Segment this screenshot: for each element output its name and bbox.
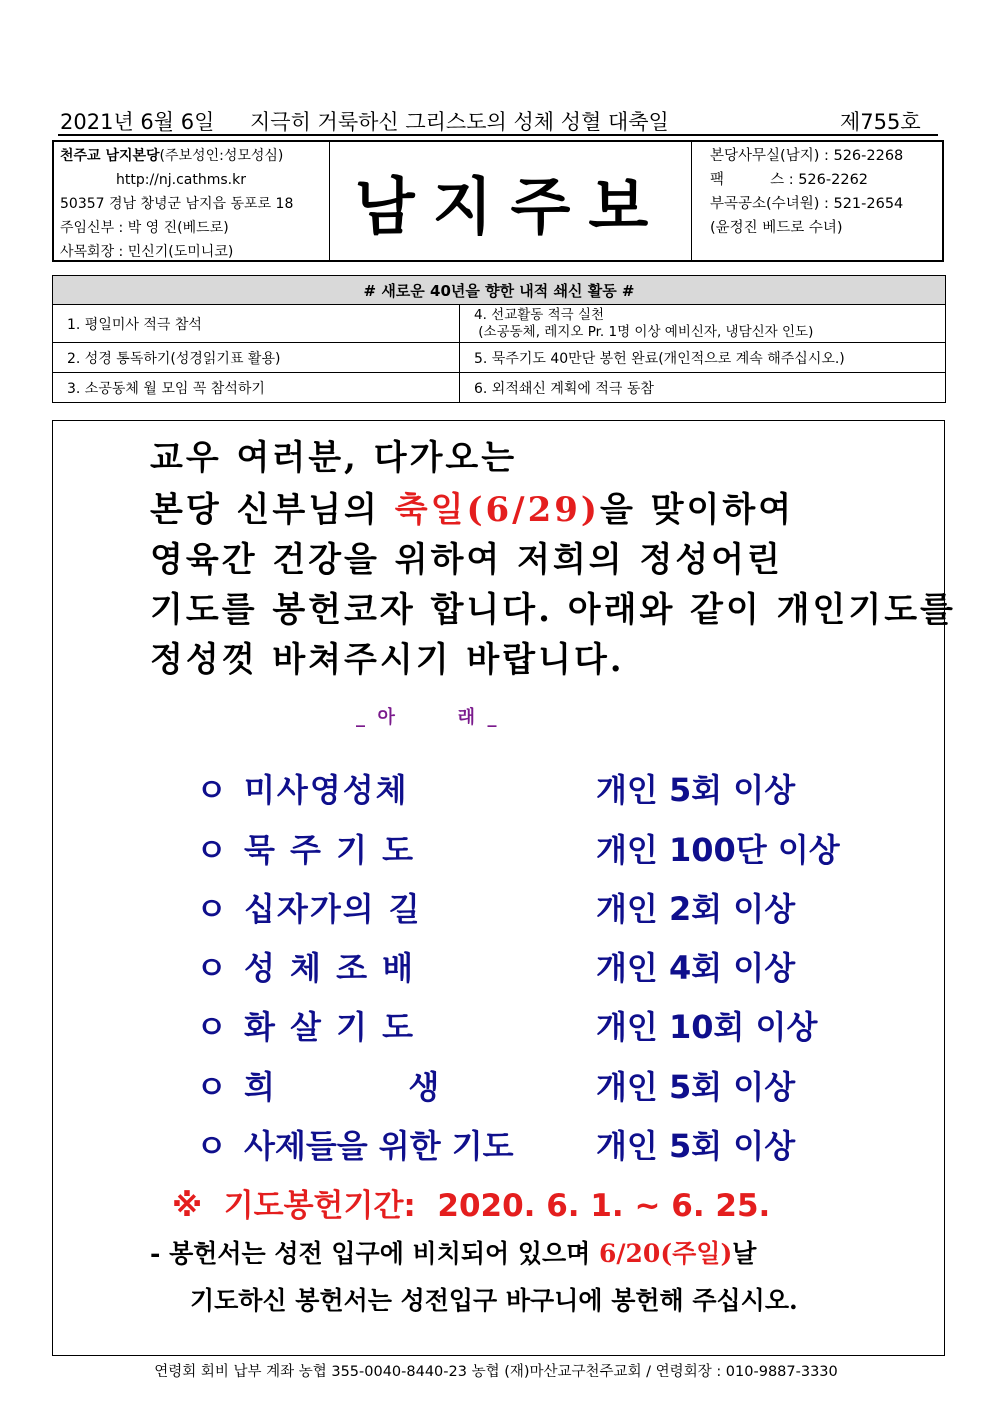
prayer-goal: 개인 5회 이상 <box>596 771 796 809</box>
convent-phone: 부곡공소(수녀원) : 521-2654 <box>710 196 904 212</box>
list-item <box>196 882 896 932</box>
below-label: _ 아 래 _ <box>356 707 497 728</box>
notice-line-3: 영육간 건강을 위하여 저희의 정성어린 <box>150 540 783 580</box>
prayer-period: ※ 기도봉헌기간: 2020. 6. 1. ~ 6. 25. <box>172 1188 771 1224</box>
note-line-2: 기도하신 봉헌서는 성전입구 바구니에 봉헌해 주십시오. <box>190 1286 798 1315</box>
note-line-1-b: 날 <box>732 1239 757 1268</box>
masthead <box>52 140 944 262</box>
deadline-highlight: 6/20(주일) <box>599 1239 733 1268</box>
activity-3: 3. 소공동체 월 모임 꼭 참석하기 <box>53 373 460 403</box>
council-chair: 사목회장 : 민신기(도미니코) <box>60 244 234 260</box>
feast-title: 지극히 거룩하신 그리스도의 성체 성혈 대축일 <box>250 110 669 134</box>
prayer-goal: 개인 100단 이상 <box>596 831 840 869</box>
list-item <box>196 823 896 873</box>
parish-info <box>54 142 330 260</box>
circle-bullet-icon: ㅇ <box>196 1068 227 1106</box>
parish-website[interactable]: http://nj.cathms.kr <box>116 172 246 188</box>
footer-account-info: 연령회 회비 납부 계좌 농협 355-0040-8440-23 농협 (재)마산교구천주교회 / 연령회장 : 010-9887-3330 <box>154 1364 838 1380</box>
notice-line-1: 교우 여러분, 다가오는 <box>150 438 518 478</box>
sister-name: (윤정진 베드로 수녀) <box>710 220 843 236</box>
prayer-name: 묵 주 기 도 <box>244 831 416 869</box>
contact-info <box>692 142 942 260</box>
fax-number: 팩 스 : 526-2262 <box>710 172 869 188</box>
circle-bullet-icon: ㅇ <box>196 771 227 809</box>
prayer-name: 화 살 기 도 <box>244 1008 416 1046</box>
notice-line-2-a: 본당 신부님의 <box>150 490 395 530</box>
table-row <box>53 373 946 403</box>
circle-bullet-icon: ㅇ <box>196 890 227 928</box>
activity-4 <box>460 305 946 343</box>
prayer-goal: 개인 5회 이상 <box>596 1127 796 1165</box>
notice-line-4: 기도를 봉헌코자 합니다. 아래와 같이 개인기도를 <box>150 590 956 630</box>
list-item <box>196 1119 896 1169</box>
activity-5: 5. 묵주기도 40만단 봉헌 완료(개인적으로 계속 해주십시오.) <box>460 343 946 373</box>
issue-number: 제755호 <box>840 110 921 134</box>
prayer-goal: 개인 4회 이상 <box>596 949 796 987</box>
prayer-name: 희 생 <box>244 1068 442 1106</box>
prayer-name: 성 체 조 배 <box>244 949 416 987</box>
renewal-activities-table <box>52 275 946 403</box>
pastor-name: 주임신부 : 박 영 진(베드로) <box>60 220 229 236</box>
activity-4-title: 4. 선교활동 적극 실천 <box>474 307 605 323</box>
list-item <box>196 941 896 991</box>
circle-bullet-icon: ㅇ <box>196 1127 227 1165</box>
list-item <box>196 1060 896 1110</box>
issue-date: 2021년 6월 6일 <box>60 110 215 134</box>
notice-line-2 <box>150 482 794 531</box>
note-line-1-a: - 봉헌서는 성전 입구에 비치되어 있으며 <box>150 1239 599 1268</box>
bulletin-title: 남지주보 <box>330 142 692 260</box>
note-line-1 <box>150 1234 756 1270</box>
parish-address: 50357 경남 창녕군 남지읍 동포로 18 <box>60 196 294 212</box>
activity-2: 2. 성경 통독하기(성경읽기표 활용) <box>53 343 460 373</box>
circle-bullet-icon: ㅇ <box>196 831 227 869</box>
activity-4-detail: (소공동체, 레지오 Pr. 1명 이상 예비신자, 냉담신자 인도) <box>474 324 814 340</box>
prayer-goal: 개인 2회 이상 <box>596 890 796 928</box>
notice-line-5: 정성껏 바쳐주시기 바랍니다. <box>150 640 625 680</box>
feast-date-highlight: 축일(6/29) <box>394 490 601 530</box>
notice-line-2-b: 을 맞이하여 <box>600 490 795 530</box>
table-row <box>53 343 946 373</box>
prayer-goal: 개인 5회 이상 <box>596 1068 796 1106</box>
activity-6: 6. 외적쇄신 계획에 적극 동참 <box>460 373 946 403</box>
office-phone: 본당사무실(남지) : 526-2268 <box>710 148 904 164</box>
patron-saint: (주보성인:성모성심) <box>159 148 284 164</box>
prayer-name: 십자가의 길 <box>244 890 422 928</box>
prayer-name: 사제들을 위한 기도 <box>244 1127 514 1165</box>
list-item <box>196 763 896 813</box>
prayer-name: 미사영성체 <box>244 771 409 809</box>
list-item <box>196 1000 896 1050</box>
circle-bullet-icon: ㅇ <box>196 949 227 987</box>
parish-name: 천주교 남지본당 <box>60 148 160 164</box>
table-row <box>53 305 946 343</box>
circle-bullet-icon: ㅇ <box>196 1008 227 1046</box>
activities-heading: # 새로운 40년을 향한 내적 쇄신 활동 # <box>53 276 946 305</box>
prayer-goal: 개인 10회 이상 <box>596 1008 818 1046</box>
issue-header <box>58 104 938 136</box>
activity-1: 1. 평일미사 적극 참석 <box>53 305 460 343</box>
